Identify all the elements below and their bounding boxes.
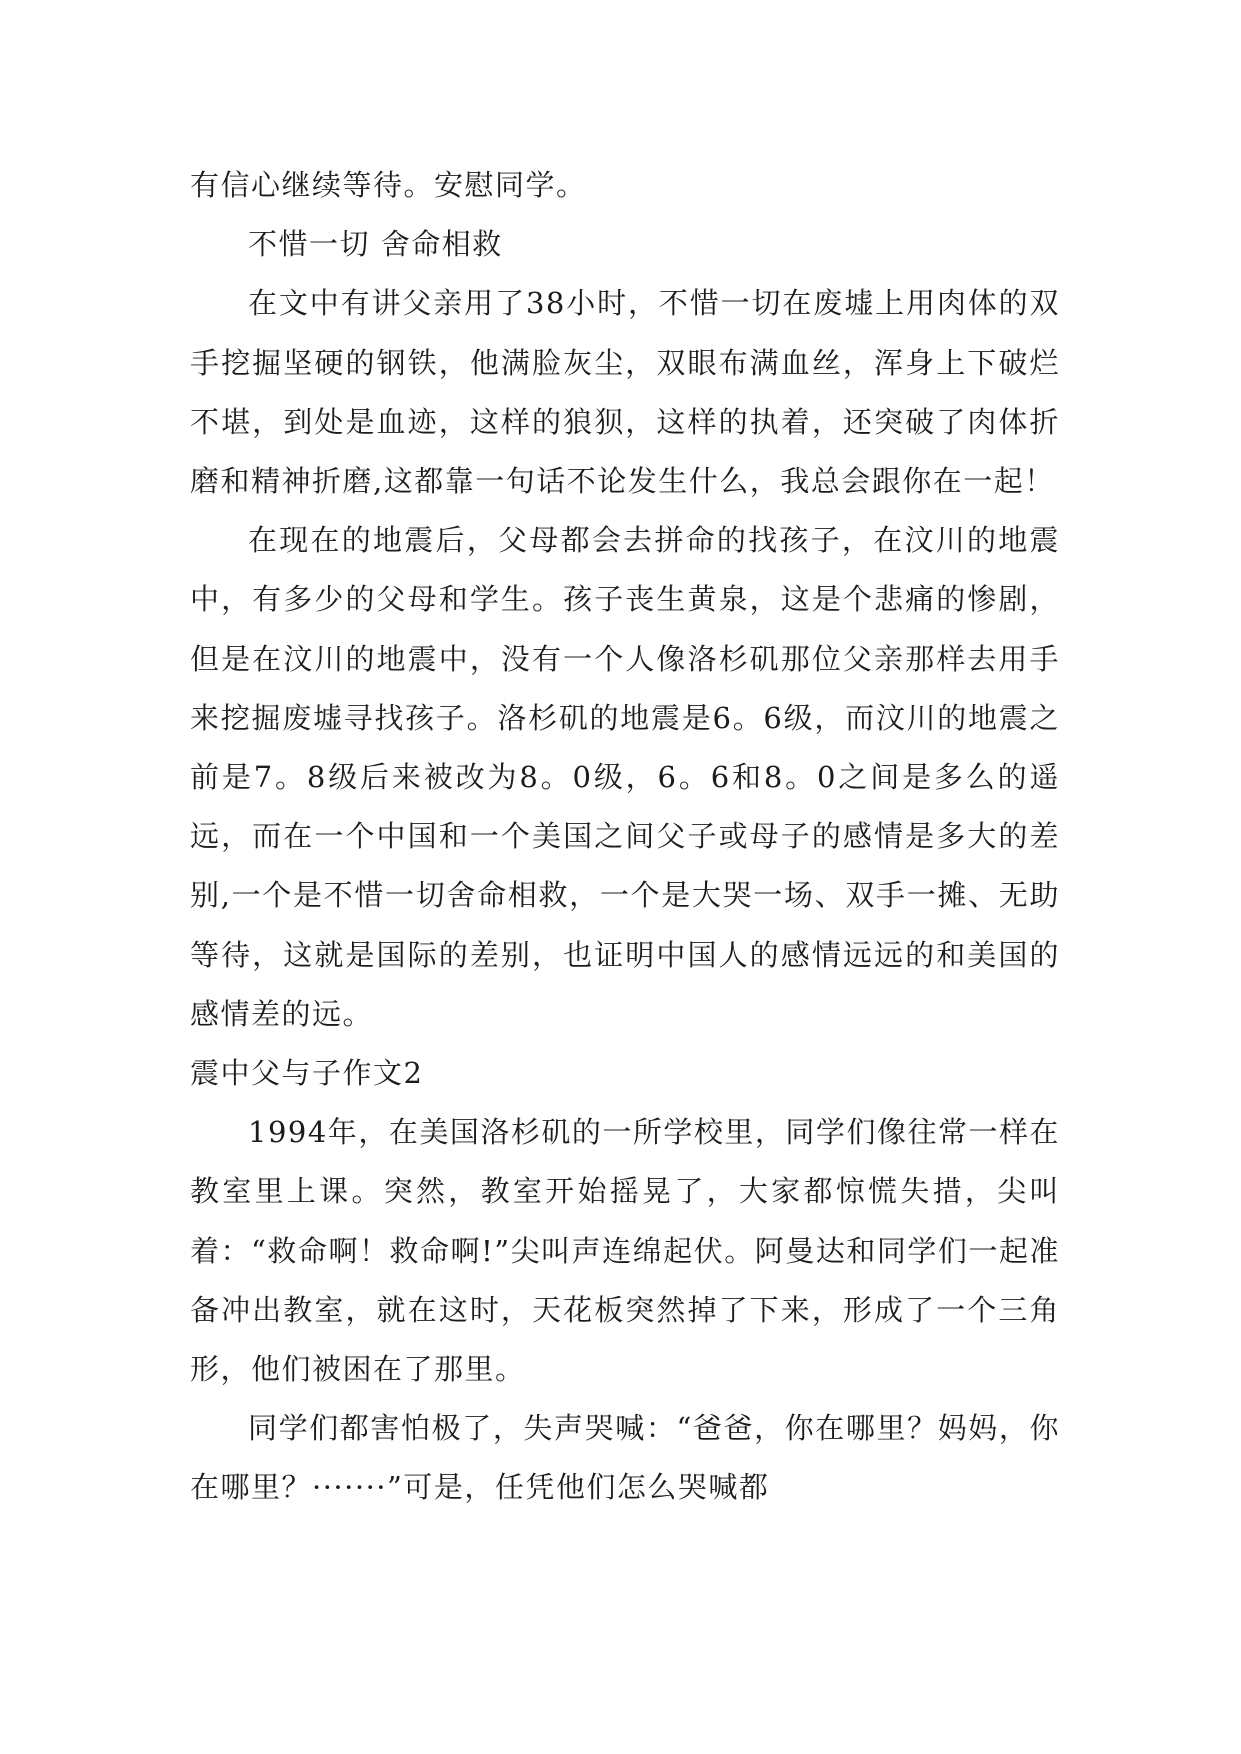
paragraph: 1994年，在美国洛杉矶的一所学校里，同学们像往常一样在教室里上课。突然，教室开始摇晃了，大家都惊慌失措，尖叫着：“救命啊！救命啊!”尖叫声连绵起伏。阿曼达和同学们一起准备冲出教室，就在这时，天花板突然掉了下来，形成了一个三角形，他们被困在了那里。 xyxy=(190,1115,1060,1387)
document-body xyxy=(190,156,1060,1518)
paragraph: 在现在的地震后，父母都会去拼命的找孩子，在汶川的地震中，有多少的父母和学生。孩子丧生黄泉，这是个悲痛的惨剧，但是在汶川的地震中，没有一个人像洛杉矶那位父亲那样去用手来挖掘废墟寻找孩子。洛杉矶的地震是6。6级，而汶川的地震之前是7。8级后来被改为8。0级，6。6和8。0之间是多么的遥远，而在一个中国和一个美国之间父子或母子的感情是多大的差别,一个是不惜一切舍命相救，一个是大哭一场、双手一摊、无助等待，这就是国际的差别，也证明中国人的感情远远的和美国的感情差的远。 xyxy=(190,523,1060,1031)
paragraph: 在文中有讲父亲用了38小时，不惜一切在废墟上用肉体的双手挖掘坚硬的钢铁，他满脸灰尘，双眼布满血丝，浑身上下破烂不堪，到处是血迹，这样的狼狈，这样的执着，还突破了肉体折磨和精神折磨,这都靠一句话不论发生什么，我总会跟你在一起！ xyxy=(190,286,1060,499)
paragraph: 有信心继续等待。安慰同学。 xyxy=(190,168,587,202)
essay-title: 震中父与子作文2 xyxy=(190,1056,424,1091)
paragraph: 同学们都害怕极了，失声哭喊：“爸爸，你在哪里？妈妈，你在哪里？·······”可是，任凭他们怎么哭喊都 xyxy=(190,1411,1060,1505)
section-subheading: 不惜一切 舍命相救 xyxy=(248,227,503,262)
